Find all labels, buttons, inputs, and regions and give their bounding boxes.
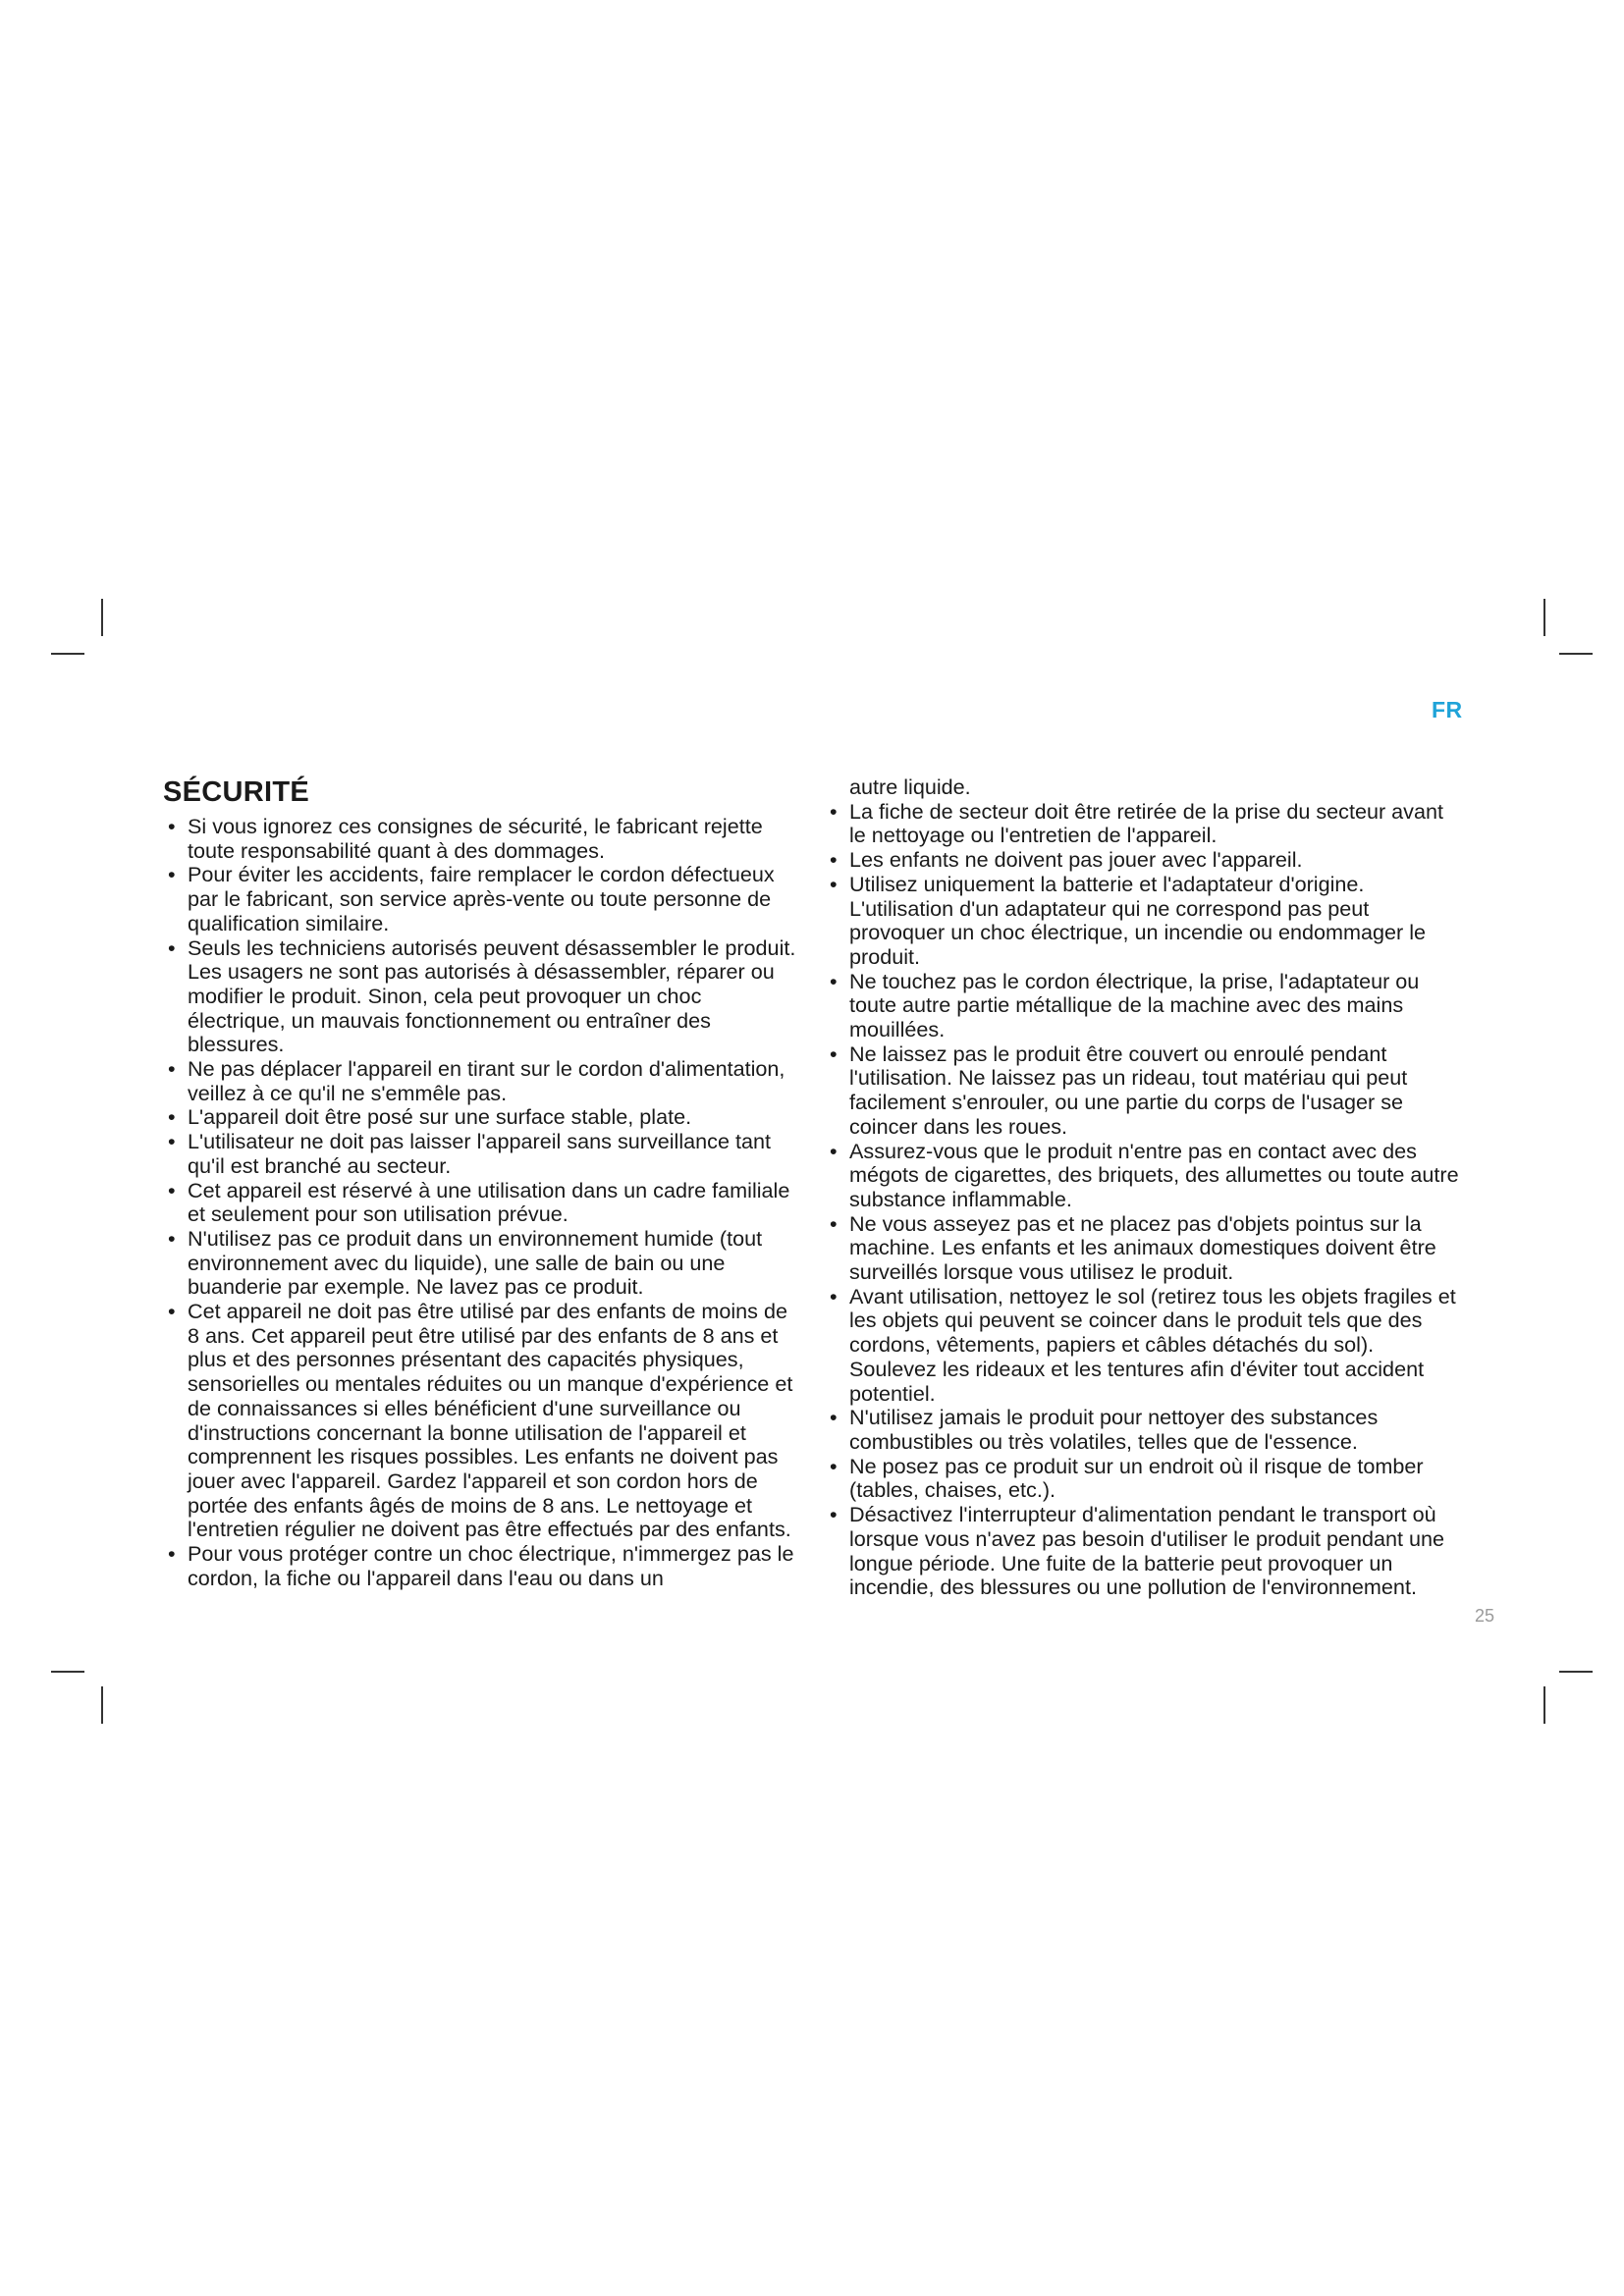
- bullet-icon: •: [168, 1177, 176, 1202]
- crop-mark-top-left-horizontal: [51, 653, 84, 655]
- left-column: [163, 775, 801, 1591]
- crop-mark-bottom-left-horizontal: [51, 1671, 84, 1673]
- bullet-icon: •: [830, 871, 838, 896]
- safety-list-item-text: Utilisez uniquement la batterie et l'adaptateur d'origine. L'utilisation d'un adaptateur qui ne correspond pas peut provoquer un choc électrique, un incendie ou endommager le produit.: [849, 871, 1427, 969]
- bullet-icon: •: [168, 934, 176, 960]
- bullet-icon: •: [168, 1104, 176, 1130]
- crop-mark-bottom-left-vertical: [101, 1686, 103, 1724]
- safety-list-item-text: Pour éviter les accidents, faire remplacer le cordon défectueux par le fabricant, son service après-vente ou toute personne de qualification similaire.: [188, 862, 775, 935]
- safety-list-item-text: Ne pas déplacer l'appareil en tirant sur le cordon d'alimentation, veillez à ce qu'il ne s'emmêle pas.: [188, 1056, 785, 1105]
- safety-list-item-text: Cet appareil est réservé à une utilisation dans un cadre familiale et seulement pour son utilisation prévue.: [188, 1177, 790, 1227]
- safety-list-item: [825, 848, 1463, 873]
- right-bullet-list: [825, 800, 1463, 1600]
- safety-list-item-text: Pour vous protéger contre un choc électrique, n'immergez pas le cordon, la fiche ou l'appareil dans l'eau ou dans un: [188, 1541, 794, 1590]
- safety-list-item: [825, 970, 1463, 1042]
- bullet-icon: •: [168, 862, 176, 887]
- safety-list-item-text: La fiche de secteur doit être retirée de la prise du secteur avant le nettoyage ou l'entretien de l'appareil.: [849, 798, 1443, 848]
- safety-list-item: [163, 1542, 801, 1590]
- bullet-icon: •: [830, 1138, 838, 1163]
- bullet-icon: •: [830, 1041, 838, 1066]
- safety-list-item-text: Assurez-vous que le produit n'entre pas en contact avec des mégots de cigarettes, des briquets, des allumettes ou toute autre substance inflammable.: [849, 1138, 1459, 1211]
- safety-list-item-text: Ne laissez pas le produit être couvert ou enroulé pendant l'utilisation. Ne laissez pas un rideau, tout matériau qui peut facilement s'enrouler, ou une partie du corps de l'usager se coincer dans les roues.: [849, 1041, 1408, 1139]
- safety-list-item: [163, 815, 801, 863]
- safety-list-item: [163, 863, 801, 935]
- safety-list-item: [825, 1503, 1463, 1600]
- bullet-icon: •: [168, 1225, 176, 1251]
- safety-list-item-text: Seuls les techniciens autorisés peuvent désassembler le produit. Les usagers ne sont pas autorisés à désassembler, réparer ou modifier le produit. Sinon, cela peut provoquer un choc électrique, un mauvais fonctionnement ou entraîner des blessures.: [188, 934, 796, 1057]
- bullet-icon: •: [830, 1405, 838, 1430]
- safety-list-item: [163, 1130, 801, 1178]
- bullet-icon: •: [168, 1129, 176, 1154]
- safety-list-item-text: Ne posez pas ce produit sur un endroit où il risque de tomber (tables, chaises, etc.).: [849, 1453, 1424, 1503]
- safety-list-item: [163, 1300, 801, 1542]
- safety-list-item: [825, 1140, 1463, 1212]
- safety-list-item: [825, 800, 1463, 848]
- crop-mark-bottom-right-horizontal: [1559, 1671, 1593, 1673]
- safety-list-item-text: Ne touchez pas le cordon électrique, la prise, l'adaptateur ou toute autre partie métallique de la machine avec des mains mouillées.: [849, 968, 1420, 1042]
- safety-list-item: [825, 1406, 1463, 1454]
- bullet-icon: •: [830, 1453, 838, 1478]
- language-badge: FR: [1432, 697, 1463, 722]
- bullet-icon: •: [168, 814, 176, 838]
- safety-list-item: [163, 936, 801, 1058]
- bullet-icon: •: [830, 847, 838, 873]
- safety-list-item: [825, 1455, 1463, 1503]
- safety-list-item: [825, 1042, 1463, 1140]
- crop-mark-top-left-vertical: [101, 599, 103, 636]
- safety-list-item: [825, 1212, 1463, 1285]
- safety-list-item: [163, 1057, 801, 1105]
- safety-list-item-text: L'utilisateur ne doit pas laisser l'appareil sans surveillance tant qu'il est branché au secteur.: [188, 1129, 771, 1178]
- bullet-icon: •: [168, 1541, 176, 1567]
- crop-mark-top-right-horizontal: [1559, 653, 1593, 655]
- bullet-icon: •: [830, 798, 838, 824]
- safety-list-item-text: Cet appareil ne doit pas être utilisé par des enfants de moins de 8 ans. Cet appareil peut être utilisé par des enfants de 8 ans et plus et des personnes présentant des capacités physiques, sensorielles ou mentales réduites ou un manque d'expérience et de connaissances si elles bénéficient d'une surveillance ou d'instructions concernant la bonne utilisation de l'appareil et comprennent les risques possibles. Les enfants ne doivent pas jouer avec l'appareil. Gardez l'appareil et son cordon hors de portée des enfants âgés de moins de 8 ans. Le nettoyage et l'entretien régulier ne doivent pas être effectués par des enfants.: [188, 1299, 793, 1542]
- safety-list-item: [163, 1227, 801, 1300]
- bullet-icon: •: [830, 1210, 838, 1236]
- safety-list-item-text: Si vous ignorez ces consignes de sécurité, le fabricant rejette toute responsabilité quant à des dommages.: [188, 814, 763, 863]
- safety-list-item-text: Ne vous asseyez pas et ne placez pas d'objets pointus sur la machine. Les enfants et les animaux domestiques doivent être surveillés lorsque vous utilisez le produit.: [849, 1210, 1436, 1285]
- bullet-icon: •: [168, 1056, 176, 1082]
- safety-list-item: [163, 1105, 801, 1130]
- page-number: 25: [1475, 1606, 1495, 1626]
- safety-list-item-text: N'utilisez jamais le produit pour nettoyer des substances combustibles ou très volatiles, telles que de l'essence.: [849, 1405, 1379, 1454]
- safety-list-item-text: Désactivez l'interrupteur d'alimentation pendant le transport où lorsque vous n'avez pas besoin d'utiliser le produit pendant une longue période. Une fuite de la batterie peut provoquer un incendie, des blessures ou une pollution de l'environnement.: [849, 1502, 1445, 1600]
- section-title: SÉCURITÉ: [163, 776, 310, 808]
- left-bullet-list: [163, 815, 801, 1591]
- safety-list-item-text: L'appareil doit être posé sur une surface stable, plate.: [188, 1104, 692, 1130]
- safety-list-item: [825, 1285, 1463, 1407]
- safety-list-item: [163, 1179, 801, 1227]
- bullet-icon: •: [830, 968, 838, 993]
- safety-list-item-text: Les enfants ne doivent pas jouer avec l'appareil.: [849, 847, 1303, 873]
- crop-mark-top-right-vertical: [1543, 599, 1545, 636]
- right-column: [825, 775, 1463, 1600]
- safety-list-item-text: Avant utilisation, nettoyez le sol (retirez tous les objets fragiles et les objets qui peuvent se coincer dans le produit tels que des cordons, vêtements, papiers et câbles détachés du sol). Soulevez les rideaux et les tentures afin d'éviter tout accident potentiel.: [849, 1283, 1456, 1406]
- bullet-icon: •: [830, 1283, 838, 1308]
- bullet-icon: •: [168, 1299, 176, 1324]
- safety-list-item-text: N'utilisez pas ce produit dans un environnement humide (tout environnement avec du liquide), une salle de bain ou une buanderie par exemple. Ne lavez pas ce produit.: [188, 1225, 763, 1300]
- continued-text: autre liquide.: [849, 774, 971, 799]
- crop-mark-bottom-right-vertical: [1543, 1686, 1545, 1724]
- bullet-icon: •: [830, 1502, 838, 1527]
- safety-list-item: [825, 873, 1463, 970]
